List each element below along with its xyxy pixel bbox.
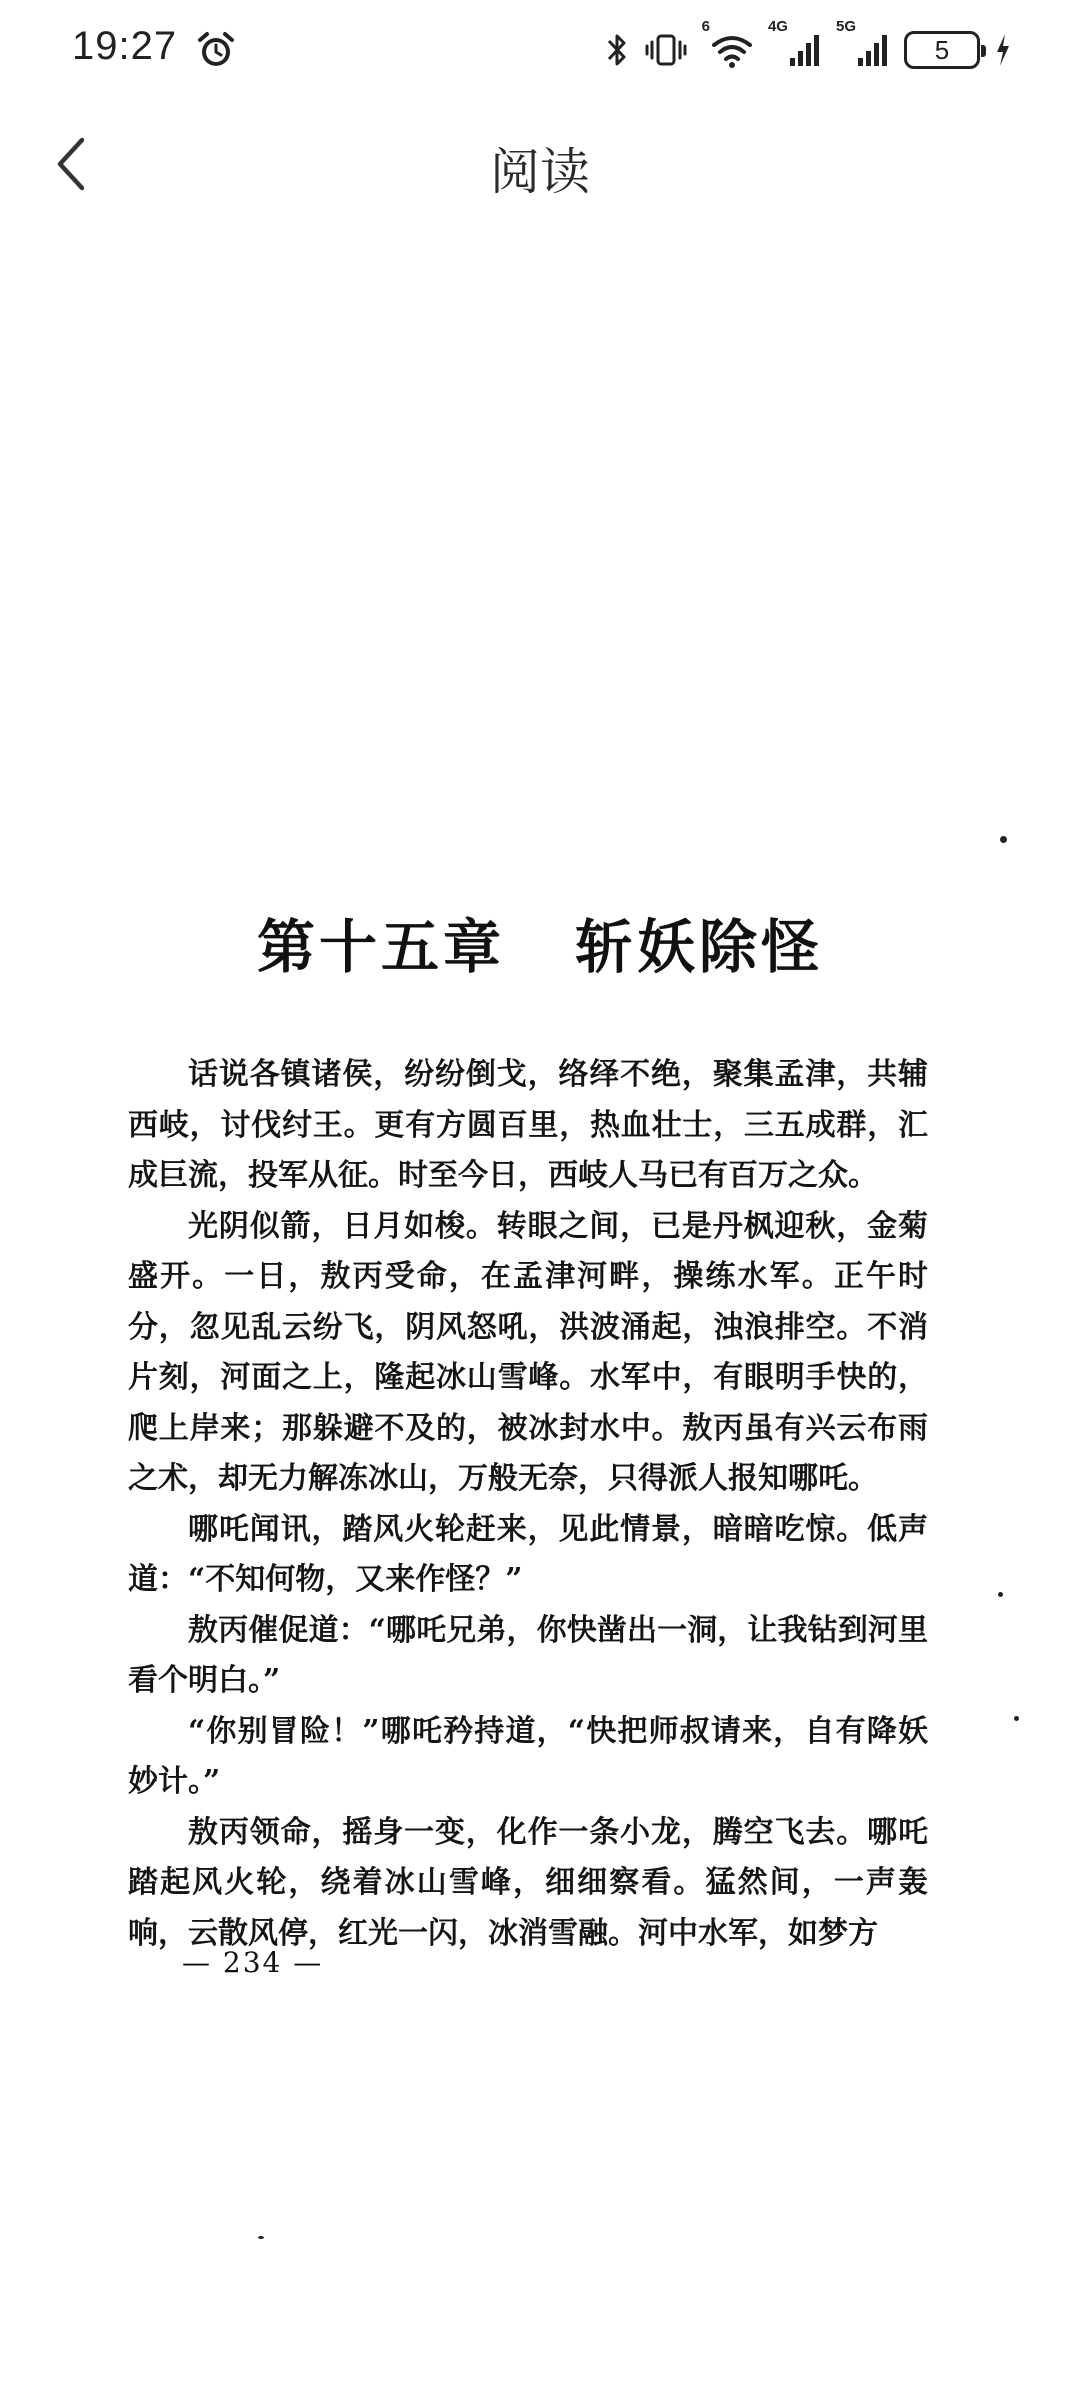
wifi-label: 6: [701, 18, 710, 35]
paragraph: 敖丙领命，摇身一变，化作一条小龙，腾空飞去。哪吒踏起风火轮，绕着冰山雪峰，细细察看。猛然间，一声轰响，云散风停，红光一闪，冰消雪融。河中水军，如梦方: [128, 1814, 928, 1951]
wifi-icon: [710, 30, 754, 70]
signal-5g-icon: [856, 30, 890, 70]
page-number: — 234 —: [182, 1946, 324, 1979]
alarm-clock-icon: [196, 30, 236, 70]
status-bar: [0, 0, 1080, 100]
signal-4g-icon: [788, 30, 822, 70]
chapter-number: 第十五章: [256, 913, 505, 981]
chapter-name: 斩妖除怪: [575, 913, 824, 981]
chapter-body: [128, 1050, 928, 1959]
page-title: 阅读: [490, 143, 590, 201]
status-time: 19:27: [72, 24, 178, 68]
paragraph: “你别冒险！”哪吒矜持道，“快把师叔请来，自有降妖妙计。”: [128, 1713, 928, 1799]
status-icons: [604, 18, 1012, 74]
paragraph: 敖丙催促道：“哪吒兄弟，你快凿出一洞，让我钻到河里看个明白。”: [128, 1612, 928, 1698]
book-page-image: [0, 230, 1080, 2400]
network-4g-label: 4G: [767, 18, 788, 35]
paragraph: 光阴似箭，日月如梭。转眼之间，已是丹枫迎秋，金菊盛开。一日，敖丙受命，在孟津河畔，操练水军。正午时分，忽见乱云纷飞，阴风怒吼，洪波涌起，浊浪排空。不消片刻，河面之上，隆起冰山雪峰。水军中，有眼明手快的，爬上岸来；那躲避不及的，被冰封水中。敖丙虽有兴云布雨之术，却无力解冻冰山，万般无奈，只得派人报知哪吒。: [128, 1208, 928, 1496]
paragraph: 哪吒闻讯，踏风火轮赶来，见此情景，暗暗吃惊。低声道：“不知何物，又来作怪？”: [128, 1511, 928, 1597]
scan-speck: [1000, 836, 1007, 843]
bluetooth-icon: [604, 30, 630, 70]
paragraph: 话说各镇诸侯，纷纷倒戈，络绎不绝，聚集孟津，共辅西岐，讨伐纣王。更有方圆百里，热血壮士，三五成群，汇成巨流，投军从征。时至今日，西岐人马已有百万之众。: [128, 1057, 928, 1193]
vibrate-icon: [644, 30, 688, 70]
app-header: [0, 100, 1080, 230]
scan-speck: [1014, 1716, 1019, 1721]
chapter-title: [0, 900, 1080, 984]
network-5g-label: 5G: [835, 18, 856, 35]
battery-level: 5: [934, 34, 950, 65]
scan-speck: [998, 1592, 1003, 1597]
charging-bolt-icon: [994, 30, 1012, 70]
battery-icon: [904, 31, 980, 69]
scan-speck: [258, 2236, 264, 2239]
